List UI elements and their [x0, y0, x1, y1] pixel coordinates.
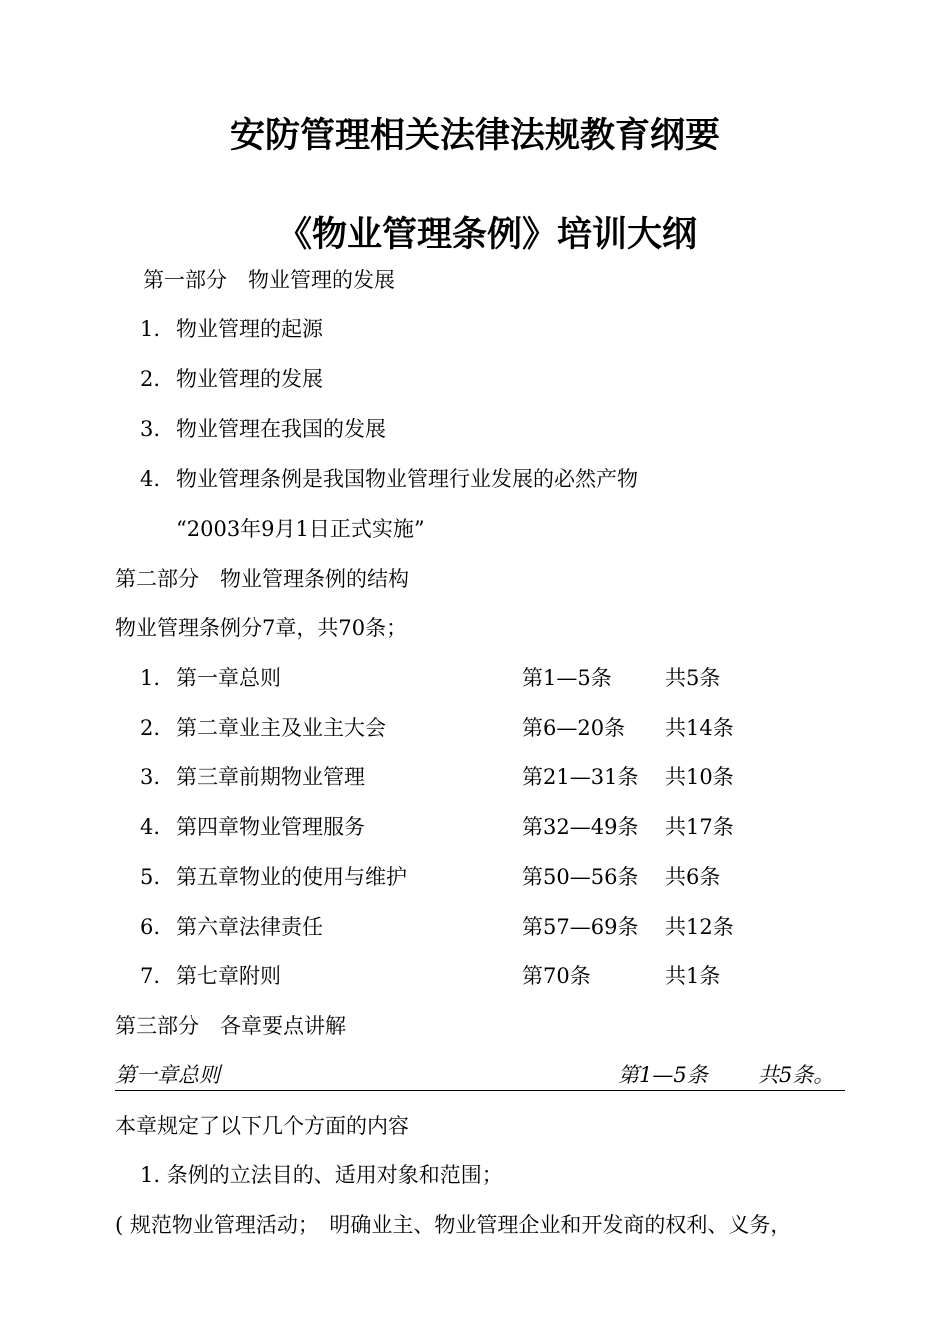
chapter-number: 5. — [140, 865, 161, 889]
chapter-number: 1. — [140, 666, 161, 690]
chapter-count: 共12条 — [665, 915, 734, 939]
chapter-range: 第21—31条 — [522, 765, 639, 789]
chapter-count: 共17条 — [665, 815, 734, 839]
chapter-number: 4. — [140, 815, 161, 839]
chapter-row — [0, 812, 950, 842]
item-text: 物业管理在我国的发展 — [176, 417, 386, 441]
list-item — [0, 364, 950, 394]
chapter-count: 共1条 — [665, 964, 721, 988]
chapter-row — [0, 762, 950, 792]
list-item — [0, 414, 950, 444]
item-text: 物业管理的发展 — [176, 367, 323, 391]
item-text: 物业管理的起源 — [176, 317, 323, 341]
item-number: 3. — [140, 417, 161, 441]
item-number: 4. — [140, 467, 161, 491]
part1-heading: 第一部分 物业管理的发展 — [143, 268, 395, 292]
chapter-name: 第五章物业的使用与维护 — [176, 865, 407, 889]
effective-date-quote: “2003年9月1日正式实施” — [176, 517, 425, 541]
item-number: 2. — [140, 367, 161, 391]
chapter-name: 第七章附则 — [176, 964, 281, 988]
document-title: 安防管理相关法律法规教育纲要 — [229, 116, 720, 156]
chapter-heading-name: 第一章总则 — [115, 1063, 220, 1087]
chapter-number: 7. — [140, 964, 161, 988]
chapter-row — [0, 912, 950, 942]
chapter-range: 第6—20条 — [522, 716, 626, 740]
chapter-range: 第70条 — [522, 964, 591, 988]
chapter-row — [0, 663, 950, 693]
document-subtitle: 《物业管理条例》培训大纲 — [276, 215, 697, 255]
chapter-row — [0, 862, 950, 892]
chapter-name: 第三章前期物业管理 — [176, 765, 365, 789]
chapter-name: 第六章法律责任 — [176, 915, 323, 939]
item-number: 1. — [140, 317, 161, 341]
part2-intro: 物业管理条例分7章，共70条； — [115, 616, 408, 640]
list-item — [0, 464, 950, 494]
chapter-count: 共10条 — [665, 765, 734, 789]
chapter-row — [0, 961, 950, 991]
chapter-range: 第50—56条 — [522, 865, 639, 889]
point-1-detail: ( 规范物业管理活动； 明确业主、物业管理企业和开发商的权利、义务， — [115, 1213, 792, 1237]
chapter-name: 第二章业主及业主大会 — [176, 716, 386, 740]
chapter-section-heading — [115, 1060, 845, 1091]
chapter-range: 第57—69条 — [522, 915, 639, 939]
chapter-name: 第一章总则 — [176, 666, 281, 690]
item-text: 物业管理条例是我国物业管理行业发展的必然产物 — [176, 467, 638, 491]
chapter-range: 第1—5条 — [522, 666, 612, 690]
part3-intro: 本章规定了以下几个方面的内容 — [115, 1114, 409, 1138]
chapter-heading-range: 第1—5条 — [618, 1063, 708, 1087]
chapter-number: 6. — [140, 915, 161, 939]
chapter-row — [0, 713, 950, 743]
chapter-count: 共5条 — [665, 666, 721, 690]
point-1: 1. 条例的立法目的、适用对象和范围； — [140, 1163, 503, 1187]
chapter-count: 共6条 — [665, 865, 721, 889]
chapter-heading-count: 共5条。 — [758, 1063, 835, 1087]
chapter-name: 第四章物业管理服务 — [176, 815, 365, 839]
part3-heading: 第三部分 各章要点讲解 — [115, 1014, 346, 1038]
list-item — [0, 314, 950, 344]
part2-heading: 第二部分 物业管理条例的结构 — [115, 567, 409, 591]
chapter-range: 第32—49条 — [522, 815, 639, 839]
chapter-number: 3. — [140, 765, 161, 789]
chapter-count: 共14条 — [665, 716, 734, 740]
chapter-number: 2. — [140, 716, 161, 740]
